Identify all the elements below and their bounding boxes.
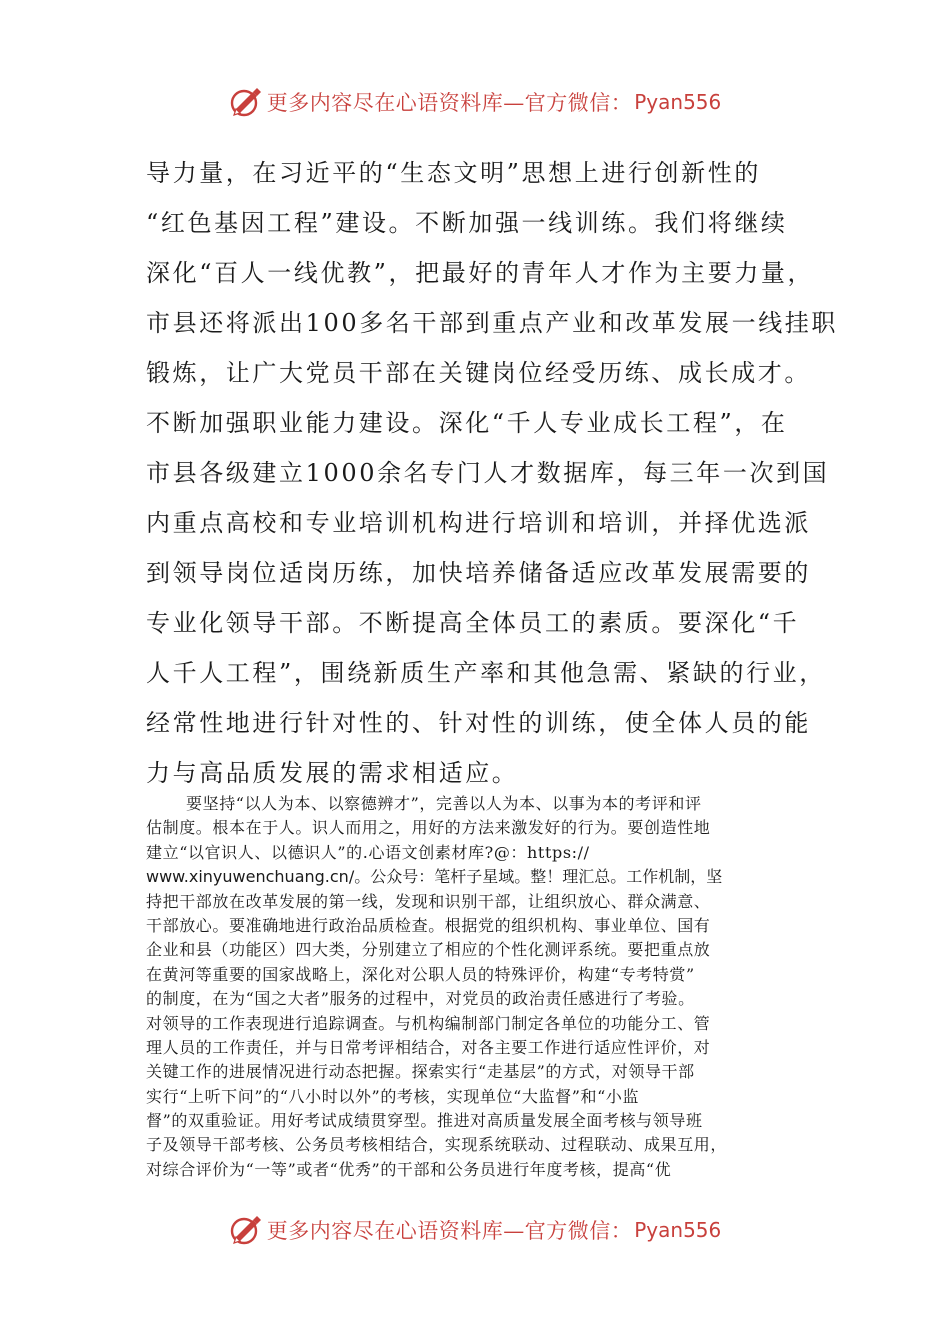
text-line: 子及领导干部考核、公务员考核相结合，实现系统联动、过程联动、成果互用， <box>146 1135 728 1155</box>
text-line: 估制度。根本在于人。识人而用之，用好的方法来激发好的行为。要创造性地 <box>146 818 711 838</box>
text-line: 专业化领导干部。不断提高全体员工的素质。要深化“千 <box>146 609 800 637</box>
header-banner <box>0 80 950 124</box>
banner-text: 更多内容尽在心语资料库—官方微信： <box>266 91 633 115</box>
text-line: 市县还将派出100多名干部到重点产业和改革发展一线挂职 <box>146 309 839 337</box>
text-line: 关键工作的进展情况进行动态把握。探索实行“走基层”的方式，对领导干部 <box>146 1062 695 1082</box>
text-line: 督”的双重验证。用好考试成绩贯穿型。推进对高质量发展全面考核与领导班 <box>146 1111 703 1131</box>
text-line: 对领导的工作表现进行追踪调查。与机构编制部门制定各单位的功能分工、管 <box>146 1013 711 1033</box>
text-line: 内重点高校和专业培训机构进行培训和培训，并择优选派 <box>146 509 811 537</box>
text-line: 导力量，在习近平的“生态文明”思想上进行创新性的 <box>146 159 761 187</box>
banner-text: 更多内容尽在心语资料库—官方微信： <box>266 1219 633 1243</box>
text-line: 经常性地进行针对性的、针对性的训练，使全体人员的能 <box>146 709 811 737</box>
pen-logo-icon <box>229 1213 263 1247</box>
text-line: www.xinyuwenchuang.cn/。公众号：笔杆子星域。整！理汇总。工作机制，坚 <box>146 867 723 887</box>
banner-wechat-id: Pyan556 <box>634 1218 722 1242</box>
footer-banner <box>0 1208 950 1252</box>
text-line: 市县各级建立1000余名专门人才数据库，每三年一次到国 <box>146 459 830 487</box>
text-line: 在黄河等重要的国家战略上，深化对公职人员的特殊评价，构建“专考特赏” <box>146 964 695 984</box>
text-line: 对综合评价为“一等”或者“优秀”的干部和公务员进行年度考核，提高“优 <box>146 1159 672 1179</box>
text-line: 干部放心。要准确地进行政治品质检查。根据党的组织机构、事业单位、国有 <box>146 915 711 935</box>
text-line: 锻炼，让广大党员干部在关键岗位经受历练、成长成才。 <box>146 359 811 387</box>
text-line: 到领导岗位适岗历练，加快培养储备适应改革发展需要的 <box>146 559 811 587</box>
text-line: 实行“上听下问”的“八小时以外”的考核，实现单位“大监督”和“小监 <box>146 1086 640 1106</box>
text-line: 持把干部放在改革发展的第一线，发现和识别干部，让组织放心、群众满意、 <box>146 891 711 911</box>
text-line: 深化“百人一线优教”，把最好的青年人才作为主要力量， <box>146 259 815 287</box>
text-line: 企业和县（功能区）四大类，分别建立了相应的个性化测评系统。要把重点放 <box>146 940 711 960</box>
pen-logo-icon <box>229 85 263 119</box>
text-line: 人千人工程”，围绕新质生产率和其他急需、紧缺的行业， <box>146 659 826 687</box>
text-line: “红色基因工程”建设。不断加强一线训练。我们将继续 <box>146 209 788 237</box>
text-line: 不断加强职业能力建设。深化“千人专业成长工程”，在 <box>146 409 788 437</box>
text-line: 的制度，在为“国之大者”服务的过程中，对党员的政治责任感进行了考验。 <box>146 989 695 1009</box>
body-small-text <box>146 792 806 1182</box>
banner-wechat-id: Pyan556 <box>634 90 722 114</box>
text-line: 建立“以官识人、以德识人”的.心语文创素材库?@：https:// <box>146 842 590 862</box>
text-line: 力与高品质发展的需求相适应。 <box>146 759 519 787</box>
body-large-text <box>146 148 839 798</box>
text-line: 理人员的工作责任，并与日常考评相结合，对各主要工作进行适应性评价，对 <box>146 1037 711 1057</box>
text-line: 要坚持“以人为本、以察德辨才”，完善以人为本、以事为本的考评和评 <box>186 794 702 813</box>
